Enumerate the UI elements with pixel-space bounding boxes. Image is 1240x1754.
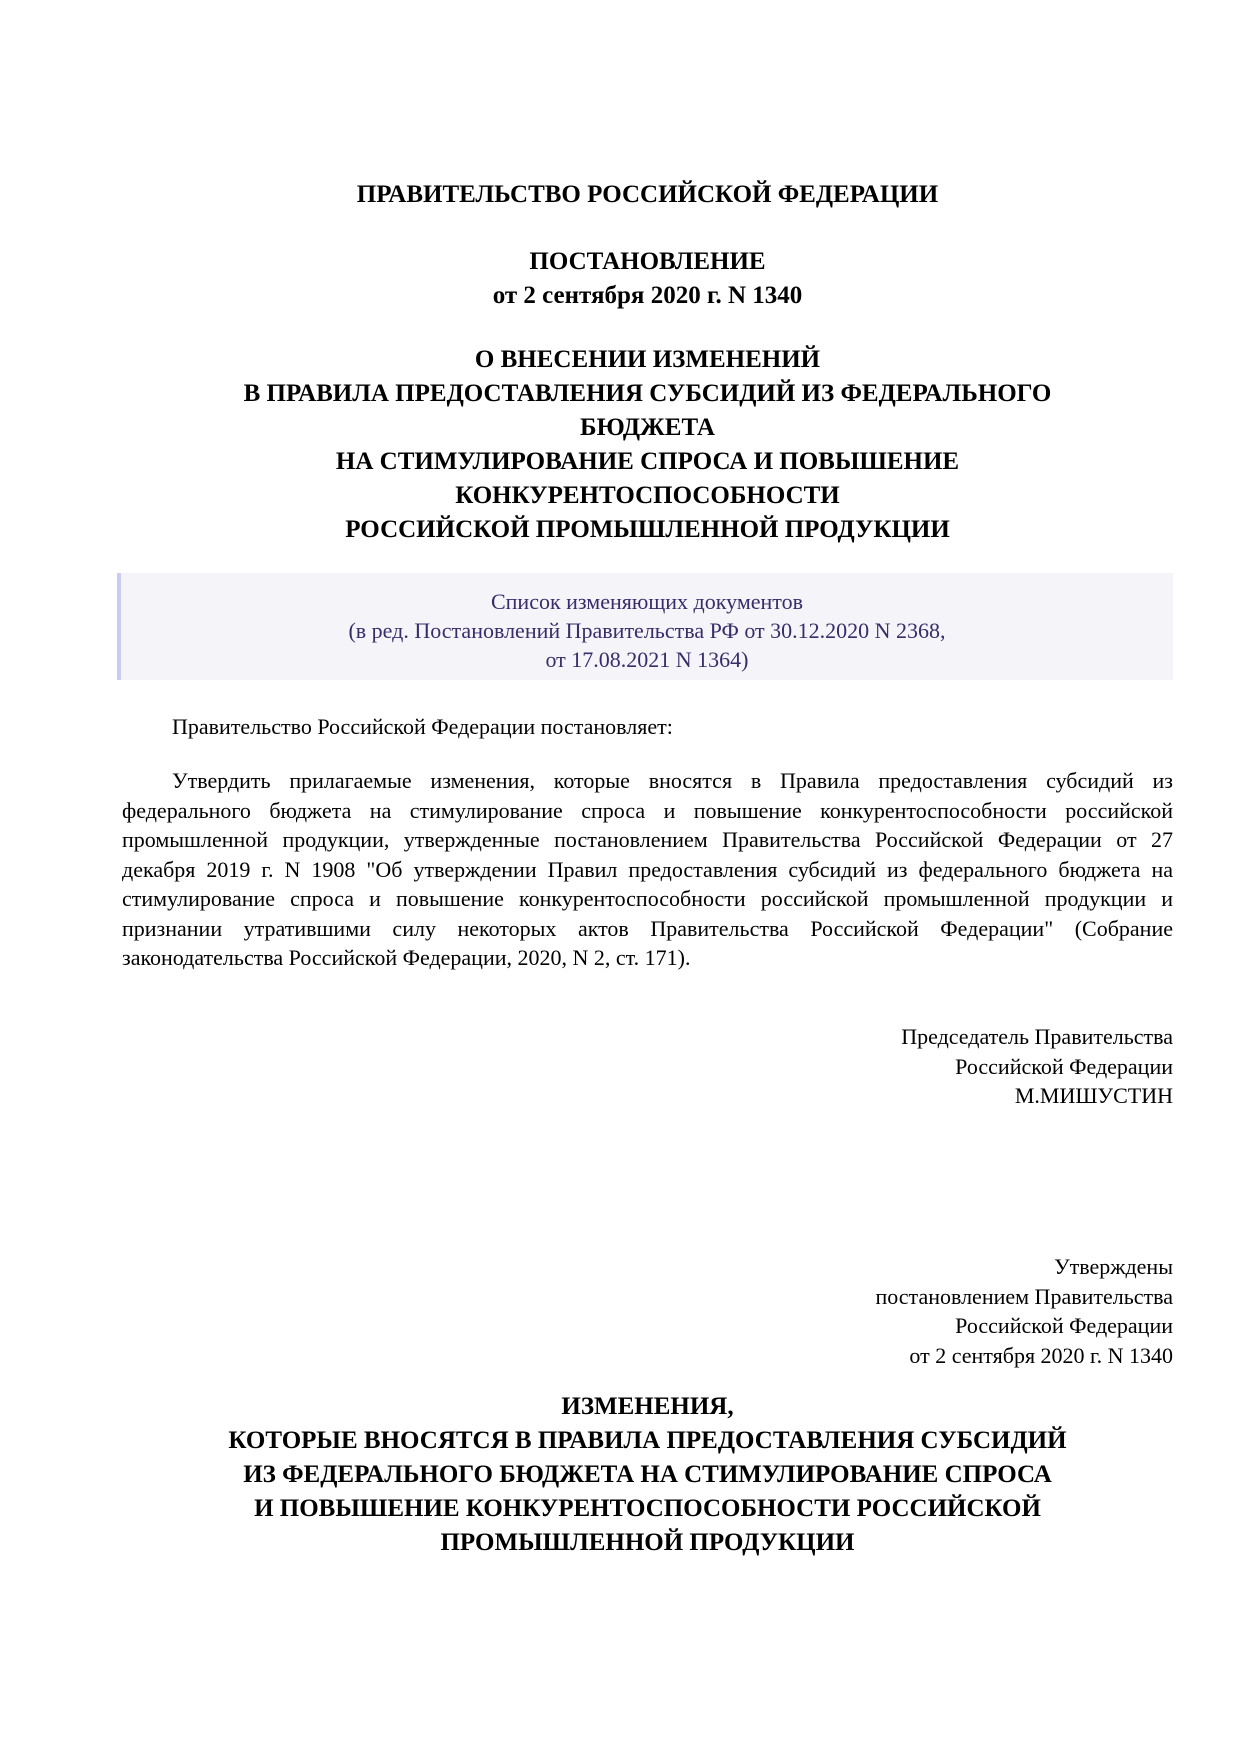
annex-title	[122, 1390, 1173, 1560]
annex-title-line: И ПОВЫШЕНИЕ КОНКУРЕНТОСПОСОБНОСТИ РОССИЙСКОЙ	[254, 1495, 1041, 1522]
annex-title-line: ИЗ ФЕДЕРАЛЬНОГО БЮДЖЕТА НА СТИМУЛИРОВАНИЕ СПРОСА	[243, 1461, 1052, 1488]
document-type: ПОСТАНОВЛЕНИЕ	[529, 248, 766, 275]
document-title	[122, 343, 1173, 547]
amendments-heading: Список изменяющих документов	[490, 589, 803, 614]
title-line: КОНКУРЕНТОСПОСОБНОСТИ	[455, 482, 840, 509]
approval-line: Российской Федерации	[955, 1313, 1173, 1338]
document-type-heading	[122, 245, 1173, 313]
signature-line: Председатель Правительства	[901, 1024, 1173, 1049]
amending-documents-box	[117, 573, 1173, 680]
amendments-line: от 17.08.2021 N 1364)	[545, 647, 749, 672]
amendments-line: (в ред. Постановлений Правительства РФ от 30.12.2020 N 2368,	[348, 618, 946, 643]
main-paragraph: Утвердить прилагаемые изменения, которые вносятся в Правила предоставления субсидий из федерального бюджета на стимулирование спроса и повышение конкурентоспособности российской промышленной продукции, утвержденные постановлением Правительства Российской Федерации от 27 декабря 2019 г. N 1908 "Об утверждении Правил предоставления субсидий из федерального бюджета на стимулирование спроса и повышение конкурентоспособности российской промышленной продукции и признании утратившими силу некоторых актов Правительства Российской Федерации" (Собрание законодательства Российской Федерации, 2020, N 2, ст. 171).	[122, 768, 1173, 970]
signature-name: М.МИШУСТИН	[1014, 1083, 1173, 1108]
annex-title-line: КОТОРЫЕ ВНОСЯТСЯ В ПРАВИЛА ПРЕДОСТАВЛЕНИЯ СУБСИДИЙ	[228, 1427, 1067, 1454]
authority-heading: ПРАВИТЕЛЬСТВО РОССИЙСКОЙ ФЕДЕРАЦИИ	[356, 181, 939, 208]
approval-line: Утверждены	[1054, 1254, 1173, 1279]
document-date: от 2 сентября 2020 г. N 1340	[492, 282, 803, 309]
approval-line: постановлением Правительства	[875, 1283, 1173, 1309]
title-line: РОССИЙСКОЙ ПРОМЫШЛЕННОЙ ПРОДУКЦИИ	[345, 516, 950, 543]
intro-paragraph: Правительство Российской Федерации постановляет:	[172, 714, 673, 739]
title-line: В ПРАВИЛА ПРЕДОСТАВЛЕНИЯ СУБСИДИЙ ИЗ ФЕДЕРАЛЬНОГО	[243, 380, 1052, 407]
signature-line: Российской Федерации	[955, 1053, 1173, 1079]
title-line: НА СТИМУЛИРОВАНИЕ СПРОСА И ПОВЫШЕНИЕ	[335, 448, 960, 475]
title-line: О ВНЕСЕНИИ ИЗМЕНЕНИЙ	[474, 346, 821, 373]
annex-title-line: ИЗМЕНЕНИЯ,	[561, 1393, 734, 1420]
annex-title-line: ПРОМЫШЛЕННОЙ ПРОДУКЦИИ	[440, 1529, 855, 1556]
signature-block	[901, 1022, 1173, 1111]
approval-line: от 2 сентября 2020 г. N 1340	[909, 1342, 1173, 1368]
title-line: БЮДЖЕТА	[580, 414, 715, 441]
approval-block	[875, 1252, 1173, 1370]
